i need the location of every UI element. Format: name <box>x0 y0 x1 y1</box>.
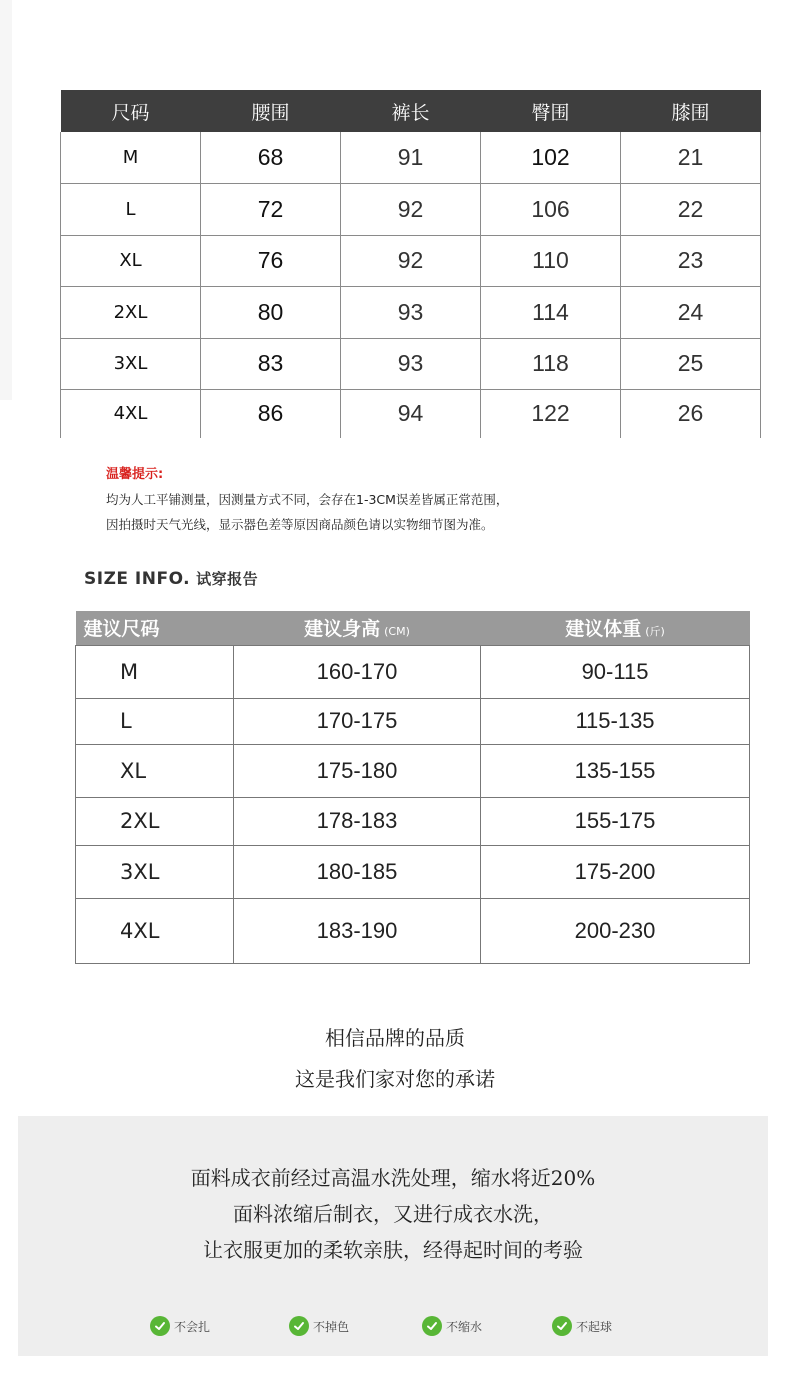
knee-cell: 25 <box>621 338 761 390</box>
badge-label: 不起球 <box>576 1319 613 1334</box>
height-cell: 170-175 <box>234 698 481 744</box>
hip-cell: 110 <box>481 235 621 287</box>
table-row <box>76 797 750 845</box>
hip-cell: 122 <box>481 390 621 438</box>
size-cell: 2XL <box>76 797 234 845</box>
length-cell: 94 <box>341 390 481 438</box>
fit-table-header-row <box>76 611 750 645</box>
badge-no-fade <box>289 1316 349 1336</box>
hip-cell: 102 <box>481 132 621 184</box>
header-length: 裤长 <box>341 90 481 132</box>
check-icon <box>422 1316 442 1336</box>
height-cell: 183-190 <box>234 898 481 963</box>
brand-line-2: 这是我们家对您的承诺 <box>295 1067 495 1091</box>
knee-cell: 24 <box>621 287 761 339</box>
table-row <box>76 744 750 797</box>
header-knee: 膝围 <box>621 90 761 132</box>
size-cell: M <box>76 645 234 698</box>
promise-panel <box>18 1116 768 1356</box>
brand-line-1: 相信品牌的品质 <box>325 1026 465 1050</box>
waist-cell: 80 <box>201 287 341 339</box>
badge-no-shrink <box>422 1316 482 1336</box>
table-row <box>61 132 761 184</box>
height-cell: 160-170 <box>234 645 481 698</box>
size-cell: 3XL <box>61 338 201 390</box>
waist-cell: 68 <box>201 132 341 184</box>
header-waist: 腰围 <box>201 90 341 132</box>
table-row <box>61 235 761 287</box>
promise-line-2: 面料浓缩后制衣，又进行成衣水洗， <box>233 1202 553 1226</box>
size-measurement-table <box>60 90 761 438</box>
weight-cell: 115-135 <box>481 698 750 744</box>
waist-cell: 72 <box>201 184 341 236</box>
height-cell: 178-183 <box>234 797 481 845</box>
height-cell: 180-185 <box>234 845 481 898</box>
weight-cell: 90-115 <box>481 645 750 698</box>
size-cell: 2XL <box>61 287 201 339</box>
knee-cell: 21 <box>621 132 761 184</box>
waist-cell: 76 <box>201 235 341 287</box>
length-cell: 93 <box>341 338 481 390</box>
fit-recommendation-table <box>75 611 750 964</box>
weight-unit: (斤) <box>645 625 665 639</box>
hip-cell: 114 <box>481 287 621 339</box>
size-cell: XL <box>61 235 201 287</box>
table-row <box>76 698 750 744</box>
notice-title: 温馨提示: <box>106 467 164 482</box>
table-row <box>61 390 761 438</box>
check-icon <box>289 1316 309 1336</box>
knee-cell: 26 <box>621 390 761 438</box>
table-row <box>76 898 750 963</box>
height-header-label: 建议身高 <box>304 618 381 641</box>
header-suggested-size: 建议尺码 <box>76 611 234 645</box>
knee-cell: 22 <box>621 184 761 236</box>
knee-cell: 23 <box>621 235 761 287</box>
size-cell: L <box>76 698 234 744</box>
header-suggested-weight <box>481 611 750 645</box>
badge-no-prickle <box>150 1316 210 1336</box>
size-cell: 3XL <box>76 845 234 898</box>
header-suggested-height <box>234 611 481 645</box>
table-row <box>76 645 750 698</box>
header-hip: 臀围 <box>481 90 621 132</box>
badge-label: 不会扎 <box>174 1319 211 1334</box>
hip-cell: 118 <box>481 338 621 390</box>
check-icon <box>552 1316 572 1336</box>
weight-header-label: 建议体重 <box>565 618 642 641</box>
size-info-heading <box>84 568 258 589</box>
size-info-title: SIZE INFO. <box>84 569 191 589</box>
measurement-notice <box>106 463 508 533</box>
notice-line-1: 均为人工平铺测量，因测量方式不同，会存在1-3CM误差皆属正常范围， <box>106 492 509 507</box>
height-cell: 175-180 <box>234 744 481 797</box>
weight-cell: 175-200 <box>481 845 750 898</box>
weight-cell: 155-175 <box>481 797 750 845</box>
weight-cell: 200-230 <box>481 898 750 963</box>
length-cell: 93 <box>341 287 481 339</box>
promise-line-3: 让衣服更加的柔软亲肤，经得起时间的考验 <box>203 1238 583 1262</box>
size-info-subtitle: 试穿报告 <box>196 570 259 588</box>
badge-label: 不缩水 <box>446 1319 483 1334</box>
length-cell: 92 <box>341 184 481 236</box>
table-row <box>61 338 761 390</box>
badge-label: 不掉色 <box>313 1319 350 1334</box>
table-row <box>61 184 761 236</box>
length-cell: 91 <box>341 132 481 184</box>
size-table-header-row <box>61 90 761 132</box>
size-cell: XL <box>76 744 234 797</box>
hip-cell: 106 <box>481 184 621 236</box>
check-icon <box>150 1316 170 1336</box>
table-row <box>76 845 750 898</box>
promise-line-1: 面料成衣前经过高温水洗处理，缩水将近20% <box>190 1166 596 1190</box>
size-cell: M <box>61 132 201 184</box>
waist-cell: 83 <box>201 338 341 390</box>
notice-line-2: 因拍摄时天气光线，显示器色差等原因商品颜色请以实物细节图为准。 <box>106 517 494 532</box>
header-size: 尺码 <box>61 90 201 132</box>
length-cell: 92 <box>341 235 481 287</box>
height-unit: (CM) <box>384 625 410 639</box>
weight-cell: 135-155 <box>481 744 750 797</box>
badge-no-pilling <box>552 1316 612 1336</box>
size-cell: 4XL <box>76 898 234 963</box>
size-cell: 4XL <box>61 390 201 438</box>
waist-cell: 86 <box>201 390 341 438</box>
size-cell: L <box>61 184 201 236</box>
table-row <box>61 287 761 339</box>
